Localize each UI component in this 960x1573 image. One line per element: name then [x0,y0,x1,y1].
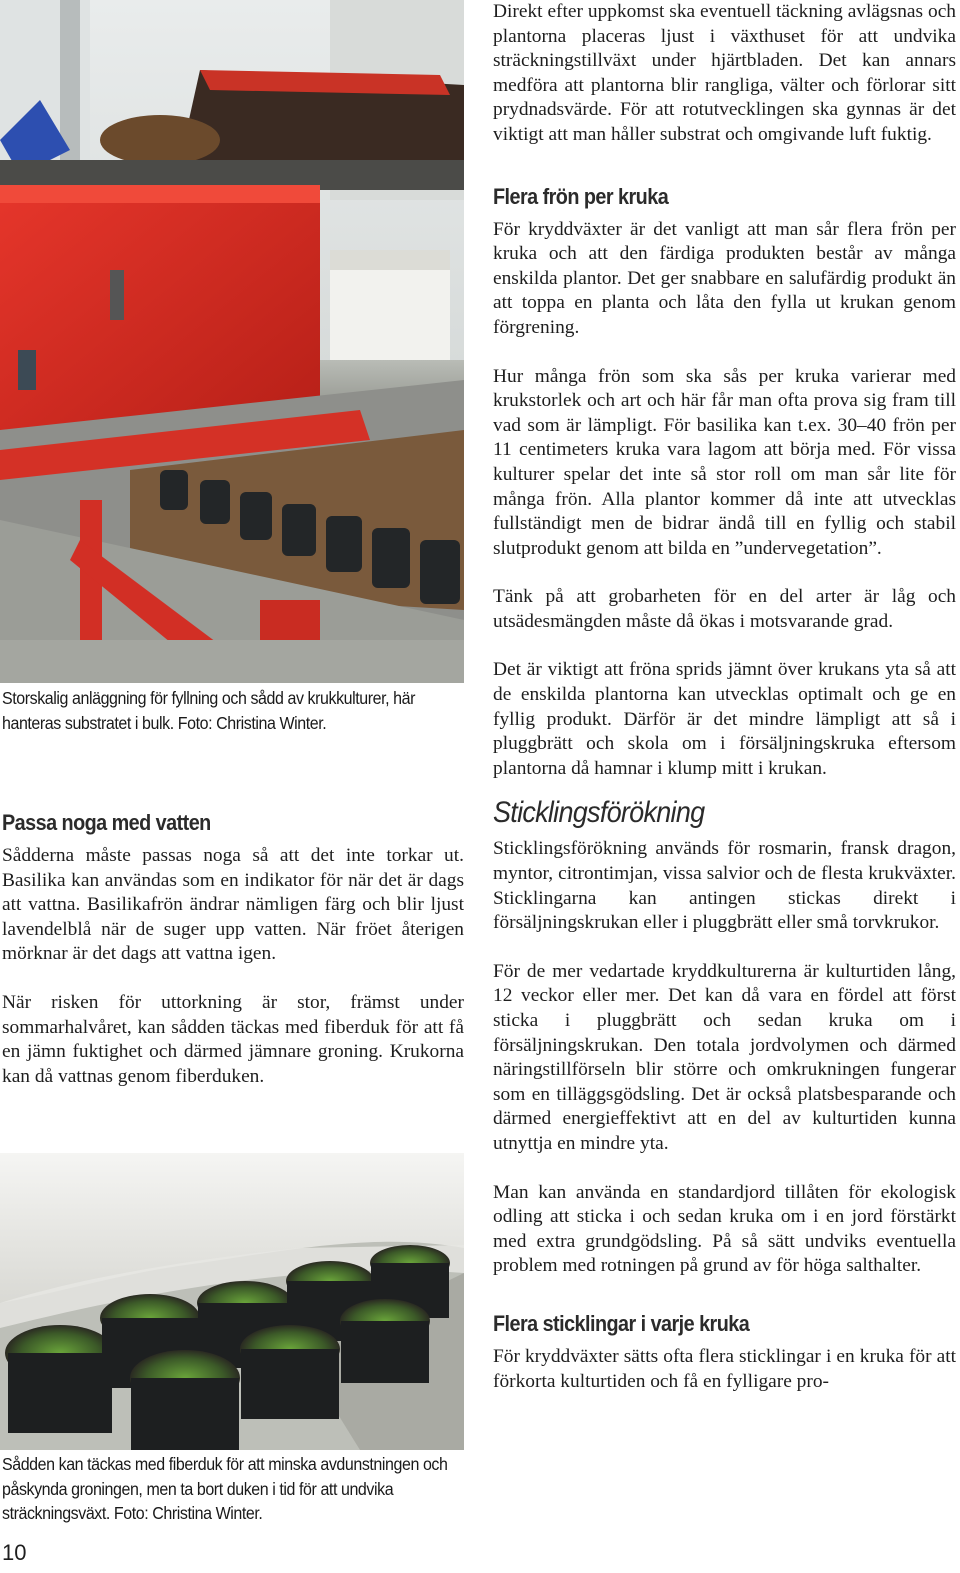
paragraph: För de mer vedartade kryddkulturerna är kulturtiden lång, 12 veckor eller mer. Det kan då vara en fördel att först sticka i pluggbrätt och sedan kruka om i försäljningskrukan. Den totala jordvolymen och därmed näringstillförseln blir större och omkrukningen fungerar som en tilläggsgödsling. Det är också platsbesparande och därmed energieffektivt att en del av kulturtiden kunna utnyttja en mindre yta. [493,960,956,1154]
photo-fleece-covered-pots [0,1153,464,1450]
paragraph: Tänk på att grobarheten för en del arter är låg och utsädesmängden måste då ökas i motsvarande grad. [493,586,956,632]
fleece-pots-illustration [0,1153,464,1450]
heading-water: Passa noga med vatten [2,810,211,835]
paragraph: Sticklingsförökning används för rosmarin, fransk dragon, myntor, citrontimjan, vissa salvior och de flesta krukväxter. Sticklingarna kan antingen stickas direkt i försäljningskrukan eller i pluggbrätt eller små torvkrukor. [493,838,956,934]
paragraph: Det är viktigt att fröna sprids jämnt över krukans yta så att de enskilda plantorna kan utvecklas optimalt och ge en fyllig produkt. Därför är det mindre lämpligt att så i pluggbrätt och skola om i försäljningskruka eftersom plantorna då hamnar i klump mitt i krukan. [493,659,956,779]
paragraph: Sådderna måste passas noga så att det inte torkar ut. Basilika kan användas som en indikator för när det är dags att vattna. Basilikafrön ändrar nämligen färg och blir ljust lavendelblå när de suger upp vatten. När fröet återigen mörknar är det dags att vattna igen. [2,845,464,965]
left-column [0,0,466,1573]
heading-multiple-cuttings: Flera sticklingar i varje kruka [493,1310,750,1336]
photo-caption-top: Storskalig anläggning för fyllning och sådd av krukkulturer, här hanteras substratet i bulk. Foto: Christina Winter. [2,688,416,733]
photo-caption-bottom: Sådden kan täckas med fiberduk för att minska avdunstningen och påskynda groningen, men ta bort duken i tid för att undvika sträckningsväxt. Foto: Christina Winter. [2,1454,448,1523]
filling-machine-illustration [0,0,464,683]
section-water [2,808,464,1113]
paragraph: För kryddväxter sätts ofta flera sticklingar i en kruka för att förkorta kulturtiden och få en fylligare pro- [493,1345,956,1392]
heading-cuttings: Sticklingsförökning [493,796,705,830]
right-column [493,0,956,1418]
paragraph: Direkt efter uppkomst ska eventuell täckning avlägsnas och plantorna placeras ljust i växthuset för att undvika sträckningstillväxt under hjärtbladen. Det kan annars medföra att plantorna blir rangliga, välter och förlorar sitt prydnadsvärde. För att rotutvecklingen ska gynnas är det viktigt att man håller substrat och omgivande luft fuktig. [493,1,956,145]
page-number: 10 [2,1540,27,1565]
paragraph: För kryddväxter är det vanligt att man sår flera frön per kruka och att den färdiga produkten består av många enskilda plantor. Det ger snabbare en salufärdig produkt än att toppa en planta och låta den fylla ut krukan genom förgrening. [493,218,956,338]
paragraph: Man kan använda en standardjord tillåten för ekologisk odling att sticka i och sedan kruka om i en jord förstärkt med extra grundgödsling. På så sätt undviks eventuella problem med rotningen på grund av för höga salthalter. [493,1181,956,1277]
paragraph: När risken för uttorkning är stor, främst under sommarhalvåret, kan sådden täckas med fiberduk för att få en jämn fuktighet och därmed jämnare groning. Krukorna kan då vattnas genom fiberduken. [2,991,464,1087]
heading-seeds-per-pot: Flera frön per kruka [493,183,669,209]
photo-filling-machine [0,0,464,683]
paragraph: Hur många frön som ska sås per kruka varierar med krukstorlek och art och här får man ofta prova sig fram till vad som är lämpligt. För basilika kan t.ex. 30–40 frön per 11 centimeters kruka vara lagom att börja med. För vissa kulturer spelar det inte så stor roll om man sår lite för många frön. Alla plantor kommer då inte att utvecklas fullständigt men de bidrar ändå till en fyllig och stabil slutprodukt genom att bilda en ”undervegetation”. [493,365,956,559]
